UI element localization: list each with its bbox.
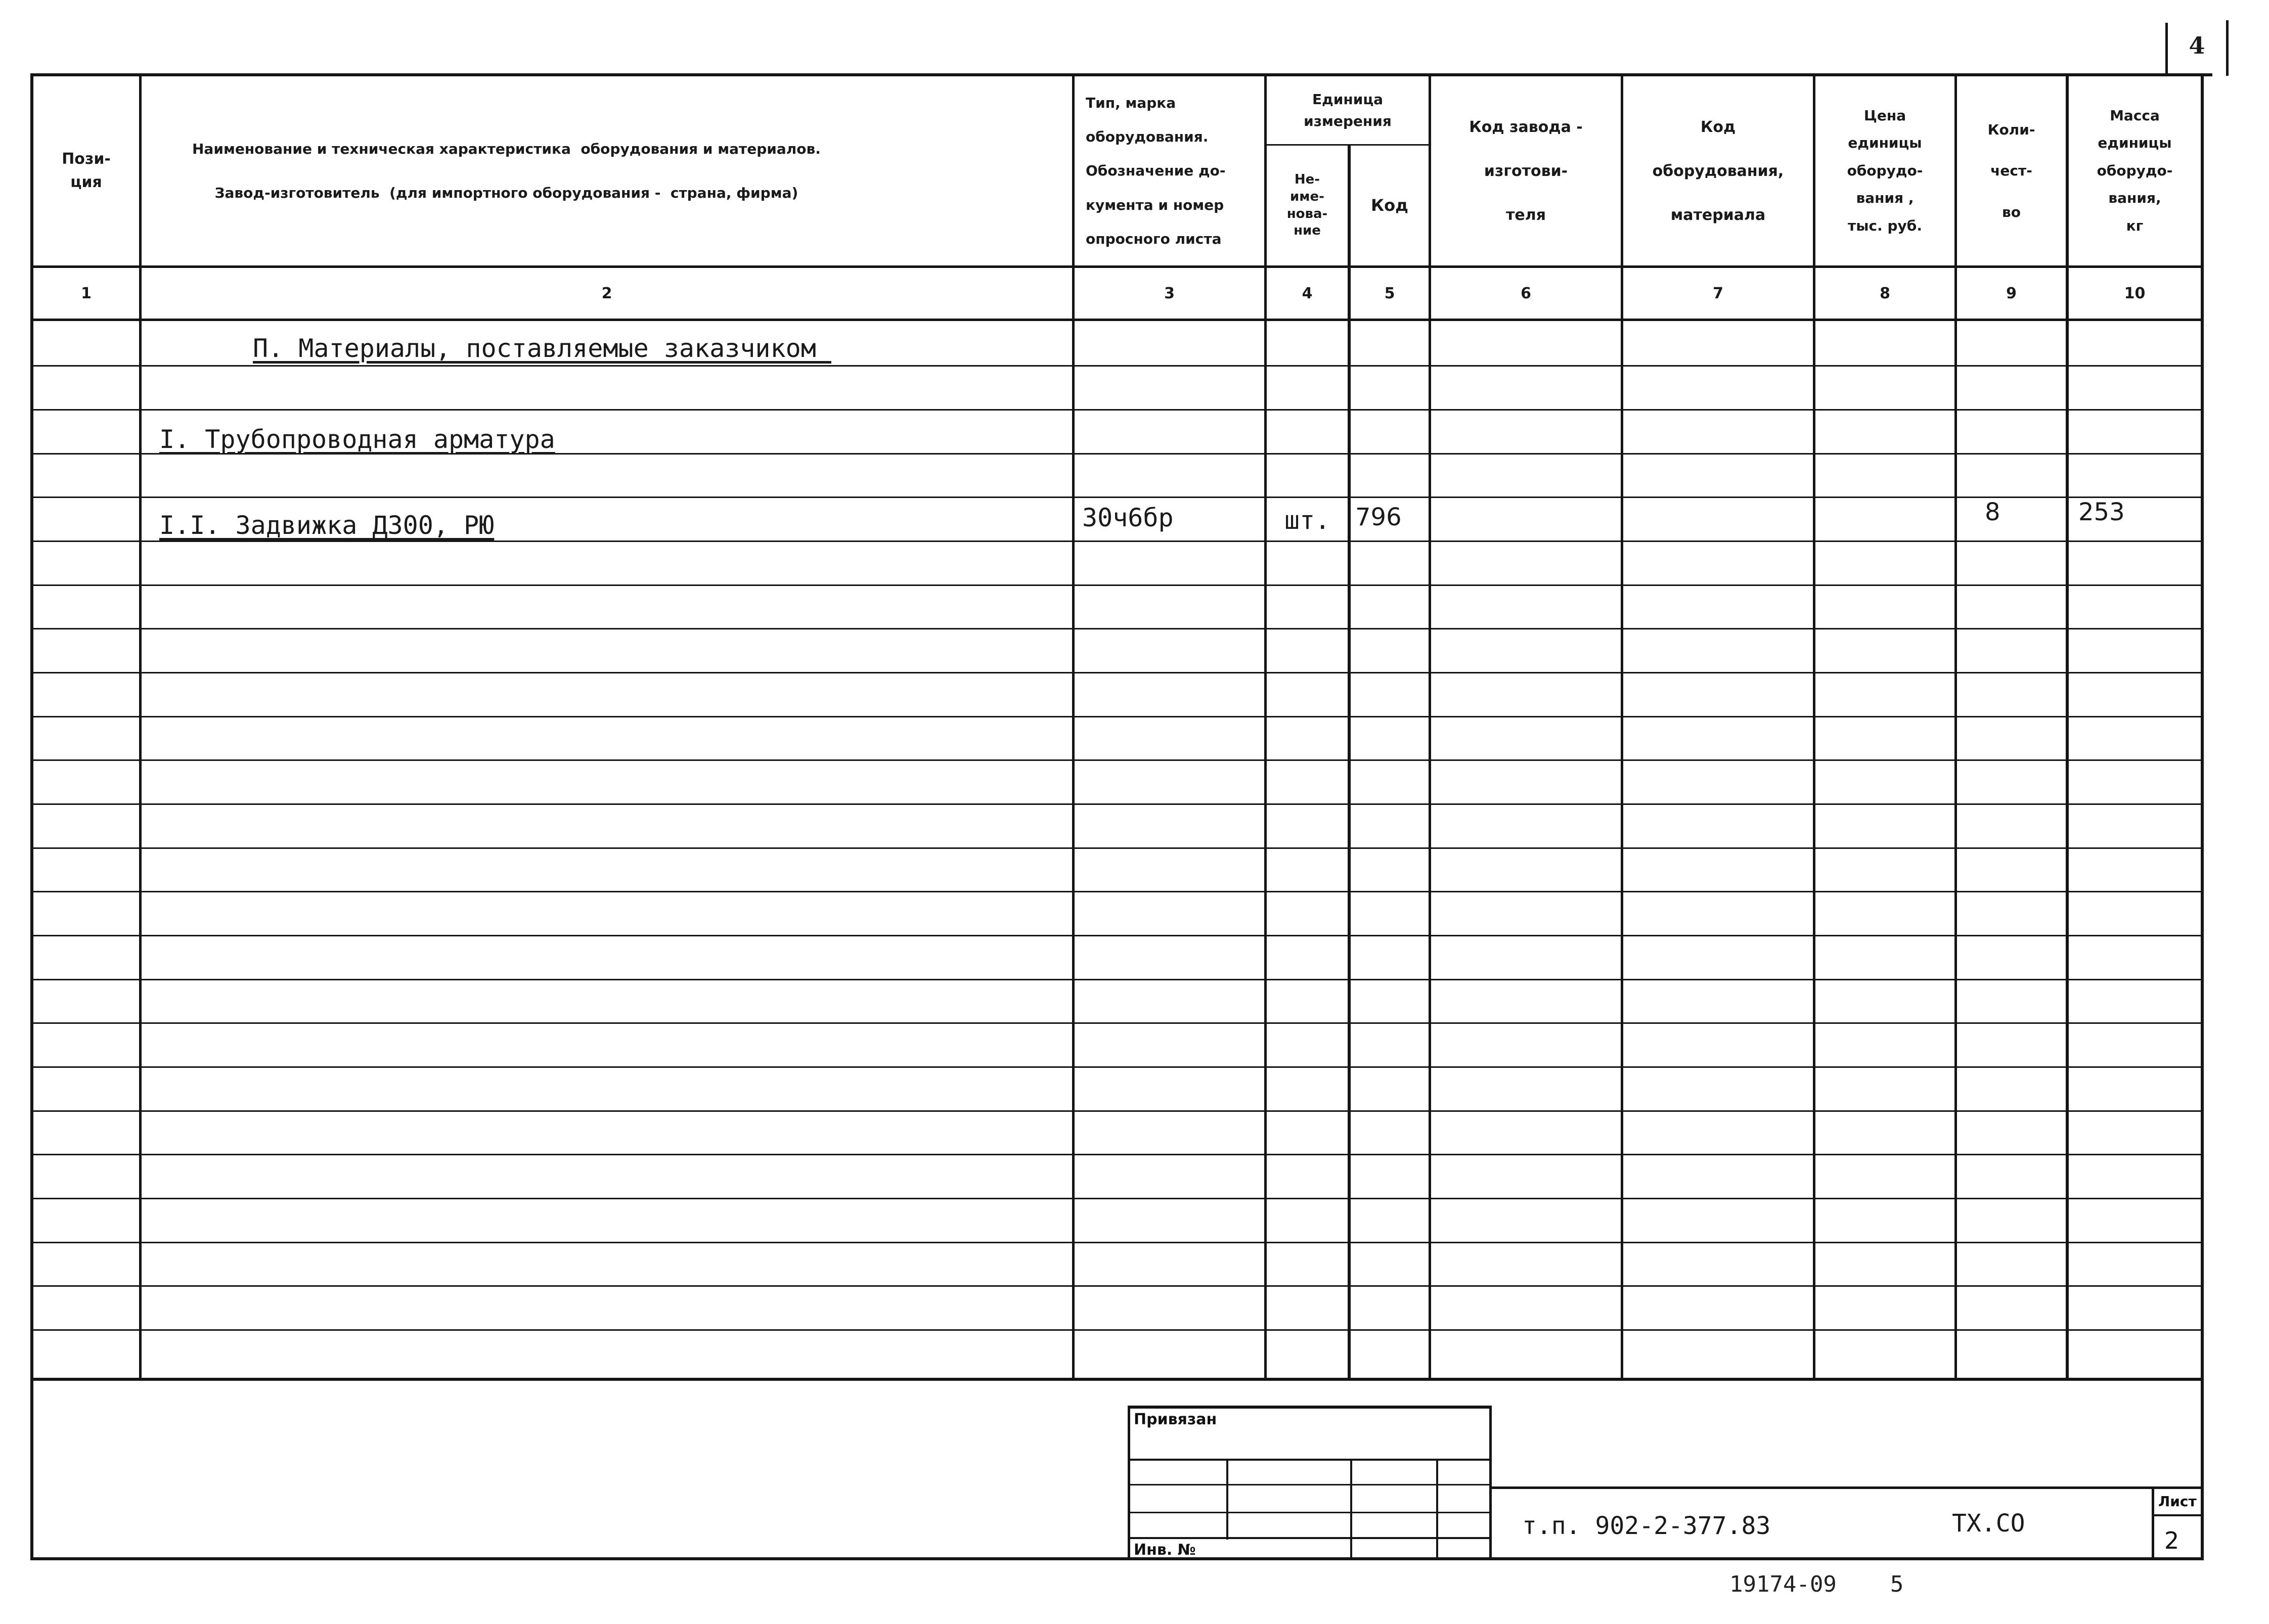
row-line [30,1022,2204,1024]
row-line [30,716,2204,717]
header-position: Пози- ция [62,150,111,191]
row-line [30,365,2204,367]
section-title: П. Материалы, поставляемые заказчиком_ [253,334,831,363]
item-mass: 253 [2078,498,2125,526]
col-number-8: 8 [1880,284,1890,302]
item-type: 30ч6бр [1082,503,1174,532]
item-name: I.I. Задвижка Д300, РЮ [159,511,495,540]
stamp-line [1128,1406,1492,1409]
header-unit-name: Не- име- нова- ние [1286,171,1328,239]
header-quantity: Коли- чест- во [1987,121,2035,220]
footer-note: 19174-09 5 [1729,1571,1904,1597]
item-unit-name: шт. [1284,506,1330,535]
col-number-6: 6 [1521,284,1531,302]
stamp-line [1226,1459,1228,1540]
row-line [30,847,2204,849]
stamp-line [2152,1514,2202,1516]
row-line [30,1198,2204,1199]
designation: т.п. 902-2-377.83 [1522,1512,1771,1540]
inv-no-label: Инв. № [1134,1541,1196,1559]
sheet-label: Лист [2158,1493,2197,1510]
document-code: ТХ.СО [1952,1509,2025,1538]
header-name: Наименование и техническая характеристика оборудования и материалов. Завод-изготовитель (для импортного оборудования - страна, фирма) [192,140,821,201]
body-bottom-line [30,1378,2204,1381]
col-line-4 [1348,144,1351,1380]
row-line [30,1110,2204,1112]
row-line [30,1285,2204,1287]
col-number-3: 3 [1164,284,1175,302]
row-line [30,891,2204,892]
stamp-line [2152,1486,2154,1557]
privyazan-label: Привязан [1134,1411,1217,1428]
row-line [30,1329,2204,1331]
col-number-10: 10 [2124,284,2146,302]
item-unit-code: 796 [1355,503,1402,531]
header-unit-group: Единица измерения [1304,91,1392,129]
header-factory-code: Код завода - изготови- теля [1469,118,1583,224]
col-number-4: 4 [1302,284,1313,302]
stamp-line [1350,1459,1352,1560]
group-title: I. Трубопроводная арматура [159,425,555,454]
row-line [30,759,2204,761]
stamp-line [1436,1459,1438,1560]
header-unit-code: Код [1371,195,1408,215]
frame-bottom-line [30,1557,2204,1560]
row-line [30,540,2204,542]
row-line [30,497,2204,498]
numbers-row-line [30,319,2204,321]
header-type: Тип, марка оборудования. Обозначение до- кумента и номер опросного листа [1086,95,1226,247]
row-line [30,935,2204,936]
header-mass: Масса единицы оборудо- вания, кг [2097,107,2173,234]
sheet-number: 2 [2164,1527,2179,1554]
row-line [30,584,2204,586]
row-line [30,628,2204,629]
sheet-corner-number: 4 [2189,32,2205,59]
frame-right-line [2201,73,2204,1560]
stamp-line [1489,1406,1492,1560]
col-number-2: 2 [601,284,612,302]
row-line [30,409,2204,411]
row-line [30,979,2204,980]
corner-box-right [2226,20,2229,76]
row-line [30,1242,2204,1243]
col-number-1: 1 [81,284,92,302]
col-number-5: 5 [1384,284,1395,302]
header-equipment-code: Код оборудования, материала [1652,118,1784,224]
row-line [30,1066,2204,1068]
stamp-line [1489,1486,2204,1489]
col-number-7: 7 [1713,284,1723,302]
row-line [30,1154,2204,1155]
header-price: Цена единицы оборудо- вания , тыс. руб. [1847,107,1923,234]
row-line [30,672,2204,673]
row-line [30,803,2204,805]
stamp-line [1128,1406,1130,1560]
item-quantity: 8 [1985,498,2000,526]
col-number-9: 9 [2006,284,2017,302]
